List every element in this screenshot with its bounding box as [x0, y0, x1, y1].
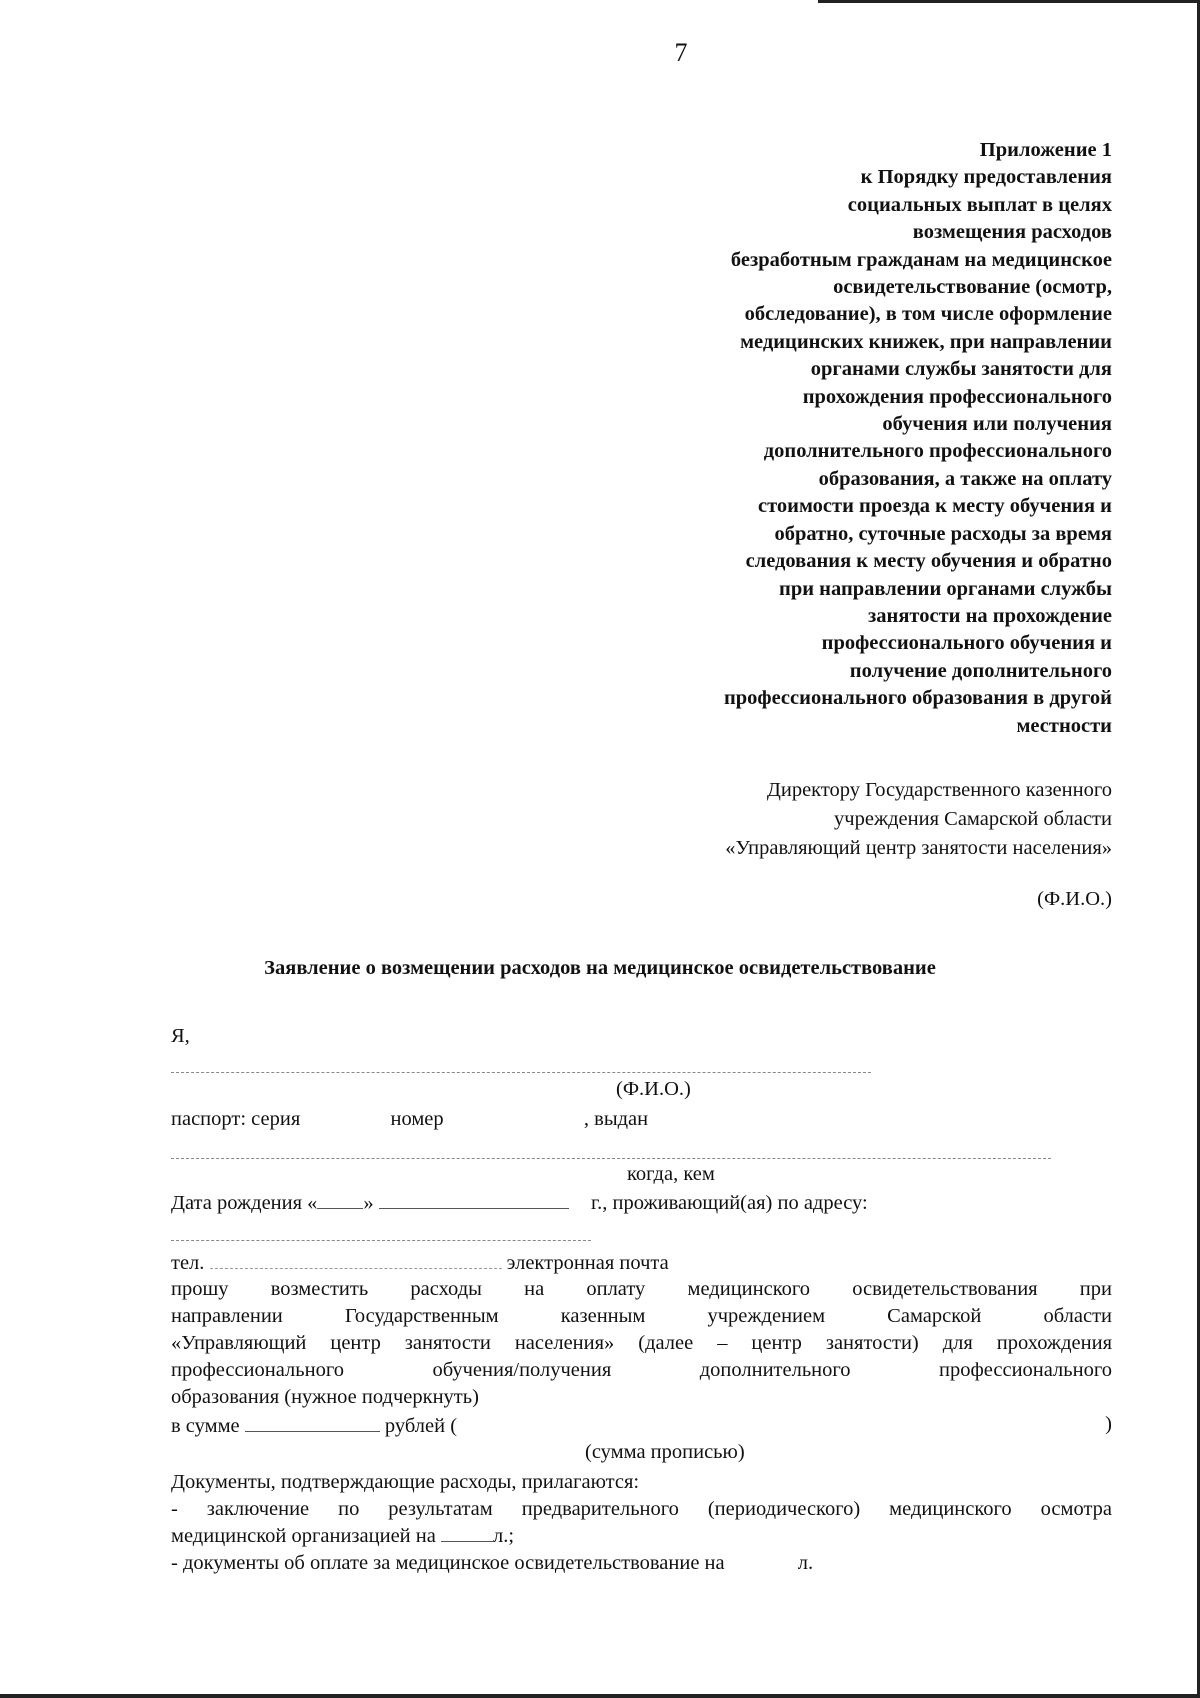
annex-line: занятости на прохождение: [868, 604, 1112, 627]
passport-series-label: паспорт: серия: [171, 1108, 301, 1130]
annex-line: возмещения расходов: [912, 221, 1112, 244]
sum-words-caption: (сумма прописью): [585, 1441, 745, 1463]
document-item-1-cont: [171, 1523, 1112, 1550]
passport-number-label: номер: [390, 1108, 444, 1130]
doc2-label: - документы об оплате за медицинское освидетельствование на: [171, 1552, 725, 1574]
annex-line: профессионального образования в другой: [723, 687, 1112, 710]
page-number: 7: [674, 38, 688, 67]
request-line-last: образования (нужное подчеркнуть): [171, 1386, 479, 1408]
passport-series-field[interactable]: [305, 1106, 385, 1125]
sum-close-paren: ): [1105, 1413, 1112, 1435]
annex-line: следования к месту обучения и обратно: [745, 550, 1112, 573]
annex-line: образования, а также на оплату: [818, 467, 1112, 490]
document-item-1: - заключение по результатам предварительного (периодического) медицинского осмотра: [171, 1498, 1112, 1520]
doc2-pages-suffix: л.: [797, 1552, 814, 1574]
annex-line: безработным гражданам на медицинское: [730, 248, 1112, 271]
scan-border-top: [818, 0, 1200, 3]
sum-row: [171, 1413, 1112, 1438]
address-blank-line[interactable]: [171, 1240, 591, 1241]
passport-row: [171, 1106, 648, 1131]
doc1-pages-field[interactable]: [441, 1523, 493, 1542]
annex-line: местности: [1016, 714, 1112, 737]
contact-row: [171, 1250, 669, 1275]
dob-month-year-field[interactable]: [379, 1190, 569, 1209]
doc1-pages-suffix: л.;: [492, 1525, 515, 1547]
fio-caption: (Ф.И.О.): [616, 1078, 691, 1100]
annex-line: прохождения профессионального: [802, 385, 1112, 408]
annex-line: обследование), в том числе оформление: [744, 303, 1112, 326]
annex-line: получение дополнительного: [849, 659, 1112, 682]
annex-line: при направлении органами службы: [779, 577, 1112, 600]
doc1-pages-label: медицинской организацией на: [171, 1525, 436, 1547]
request-line: прошу возместить расходы на оплату медицинского освидетельствования при: [171, 1278, 1112, 1300]
request-line: направлении Государственным казенным учреждением Самарской области: [171, 1305, 1112, 1327]
dob-label: Дата рождения «: [171, 1192, 318, 1214]
annex-line: профессионального обучения и: [821, 632, 1112, 655]
documents-section: [171, 1469, 1112, 1577]
annex-line: обратно, суточные расходы за время: [774, 522, 1112, 545]
addressee-line: «Управляющий центр занятости населения»: [725, 837, 1112, 859]
director-fio-placeholder: (Ф.И.О.): [1037, 888, 1112, 910]
doc2-pages-field[interactable]: [730, 1550, 798, 1569]
scan-border-bottom: [0, 1694, 1200, 1698]
issued-by-blank-line[interactable]: [171, 1158, 1051, 1159]
document-item-2: [171, 1550, 1112, 1577]
annex-line: освидетельствование (осмотр,: [833, 276, 1112, 299]
rubles-label: рублей (: [384, 1415, 458, 1437]
annex-line: Приложение 1: [979, 139, 1112, 161]
annex-line: социальных выплат в целях: [847, 193, 1112, 216]
request-line: «Управляющий центр занятости населения» (далее – центр занятости) для прохождения: [171, 1332, 1112, 1354]
sum-label: в сумме: [171, 1415, 240, 1437]
tel-label: тел.: [171, 1252, 205, 1274]
tel-field[interactable]: [210, 1250, 502, 1269]
fio-blank-line[interactable]: [171, 1072, 871, 1073]
dob-close-quote: »: [363, 1192, 374, 1214]
annex-line: обучения или получения: [882, 413, 1112, 436]
applicant-i-label: Я,: [171, 1025, 190, 1047]
passport-issued-label: , выдан: [583, 1108, 649, 1130]
request-paragraph: [171, 1276, 1112, 1411]
sum-amount-field[interactable]: [245, 1413, 380, 1432]
addressee-line: Директору Государственного казенного: [766, 779, 1112, 801]
passport-number-field[interactable]: [449, 1106, 579, 1125]
addressee-block: [725, 776, 1112, 863]
documents-heading: Документы, подтверждающие расходы, прилагаются:: [171, 1471, 640, 1493]
residing-label: г., проживающий(ая) по адресу:: [591, 1192, 868, 1214]
request-line: профессионального обучения/получения дополнительного профессионального: [171, 1359, 1112, 1381]
annex-line: дополнительного профессионального: [763, 440, 1112, 463]
annex-heading: [592, 137, 1112, 740]
document-title: Заявление о возмещении расходов на медицинское освидетельствование: [264, 957, 936, 979]
annex-line: органами службы занятости для: [810, 358, 1112, 381]
dob-row: [171, 1190, 868, 1215]
dob-day-field[interactable]: [317, 1190, 363, 1209]
annex-line: медицинских книжек, при направлении: [740, 330, 1112, 353]
annex-line: стоимости проезда к месту обучения и: [758, 495, 1112, 518]
annex-line: к Порядку предоставления: [860, 166, 1112, 189]
addressee-line: учреждения Самарской области: [834, 808, 1112, 830]
email-label: электронная почта: [506, 1252, 669, 1274]
when-who-caption: когда, кем: [627, 1163, 715, 1185]
